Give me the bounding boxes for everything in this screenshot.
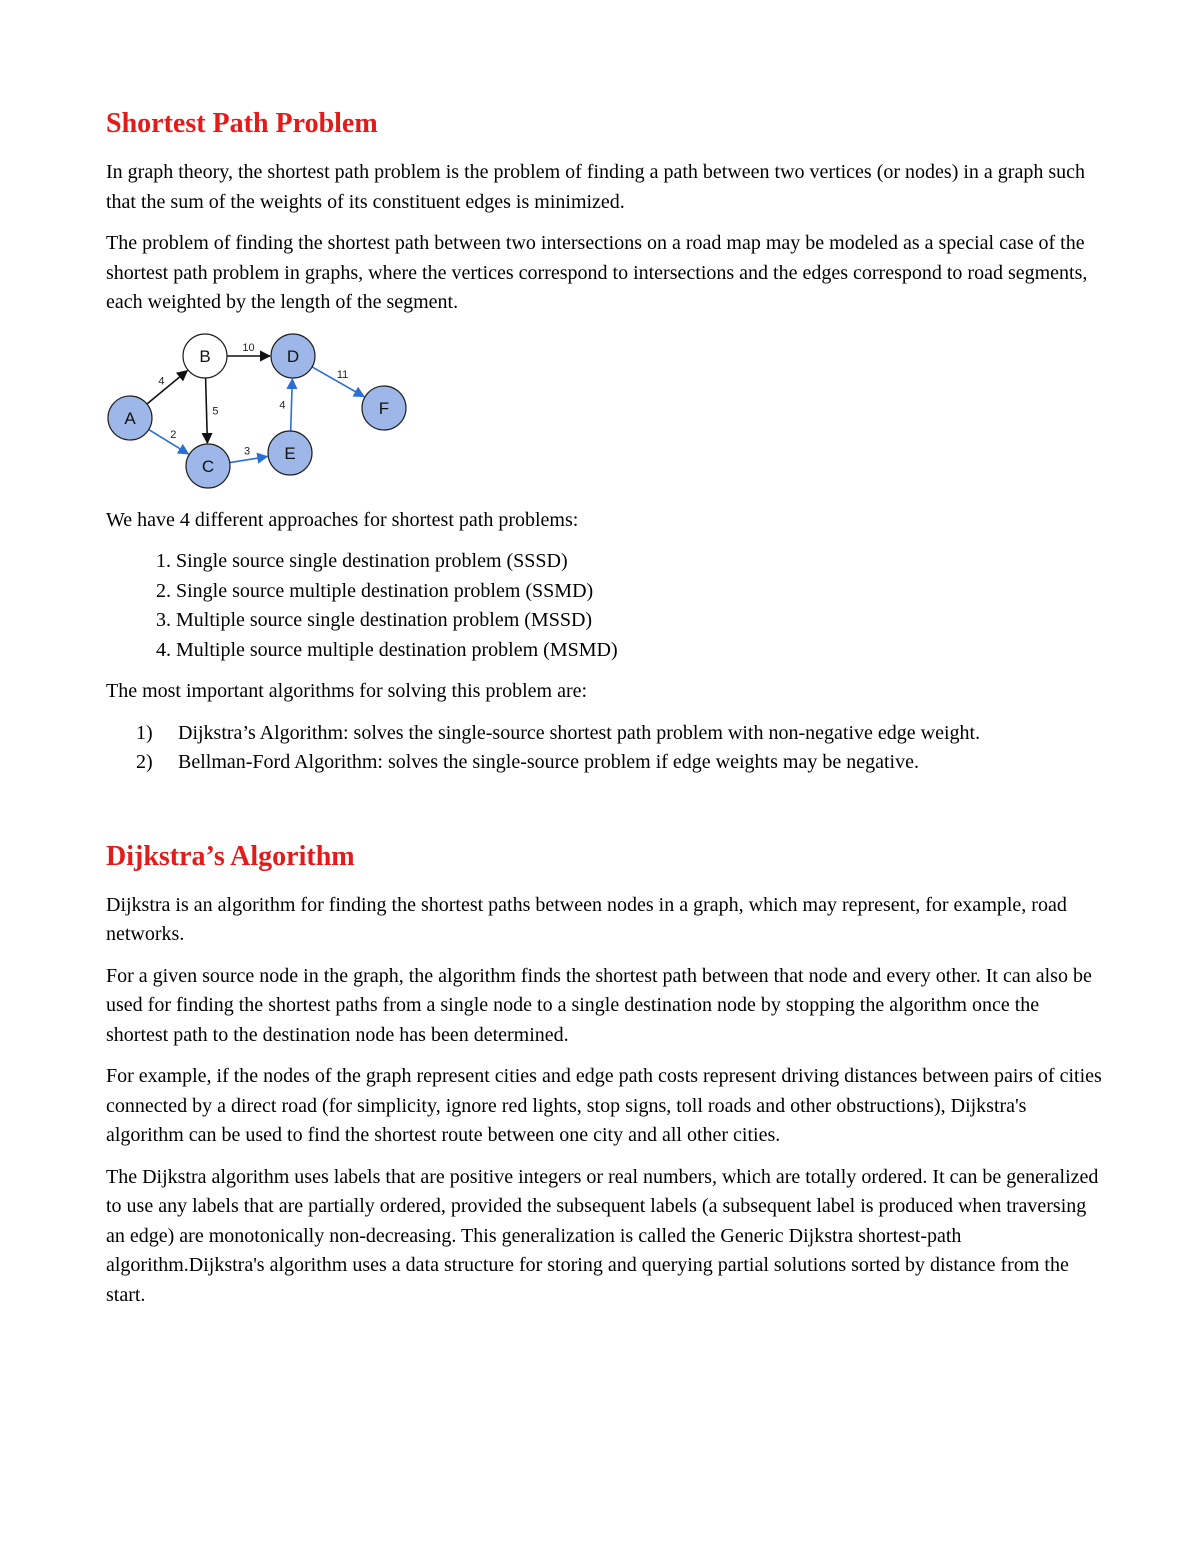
section-heading-shortest-path: Shortest Path Problem	[106, 108, 378, 139]
paragraph-dijkstra-source: For a given source node in the graph, the algorithm finds the shortest path between that node and every other. It can also be used for finding the shortest paths from a single node to a single destination node by stopping the algorithm once the shortest path to the destination node has been determined.	[106, 964, 1092, 1046]
graph-node-label: B	[199, 346, 211, 366]
paragraph-dijkstra-labels: The Dijkstra algorithm uses labels that are positive integers or real numbers, which are totally ordered. It can be generalized to use any labels that are partially ordered, provided the subsequent labels (a subsequent label is produced when traversing an edge) are monotonically non-decreasing. This generalization is called the Generic Dijkstra shortest-path algorithm.Dijkstra's algorithm uses a data structure for storing and querying partial solutions sorted by distance from the start.	[106, 1165, 1099, 1306]
section-heading-dijkstra: Dijkstra’s Algorithm	[106, 840, 355, 872]
approaches-intro: We have 4 different approaches for shortest path problems:	[106, 508, 579, 531]
list-item	[106, 719, 1106, 748]
paragraph-definition: In graph theory, the shortest path problem is the problem of finding a path between two vertices (or nodes) in a graph such that the sum of the weights of its constituent edges is minimized.	[106, 161, 1085, 213]
list-item: 3. Multiple source single destination problem (MSSD)	[176, 606, 1106, 636]
approaches-list	[106, 547, 1106, 665]
edge-weight-label: 2	[170, 428, 177, 441]
graph-edges	[147, 356, 364, 463]
graph-edge-e-d	[291, 378, 293, 430]
edge-weight-label: 4	[158, 374, 165, 387]
graph-edge-a-c	[149, 429, 189, 453]
algorithms-list	[106, 719, 1106, 777]
list-item: 2. Single source multiple destination problem (SSMD)	[176, 577, 1106, 607]
section-spacer	[106, 789, 1106, 839]
edge-weight-label: 4	[279, 399, 286, 412]
list-item-text: Dijkstra’s Algorithm: solves the single-source shortest path problem with non-negative edge weight.	[178, 721, 981, 744]
list-item-text: Bellman-Ford Algorithm: solves the single-source problem if edge weights may be negative.	[178, 750, 919, 773]
algorithms-intro: The most important algorithms for solving this problem are:	[106, 680, 588, 702]
paragraph-dijkstra-example: For example, if the nodes of the graph represent cities and edge path costs represent driving distances between pairs of cities connected by a direct road (for simplicity, ignore red lights, stop signs, toll roads and other obstructions), Dijkstra's algorithm can be used to find the shortest route between one city and all other cities.	[106, 1065, 1102, 1146]
edge-weight-label: 11	[336, 368, 349, 381]
graph-edge-a-b	[147, 370, 187, 403]
list-item: 4. Multiple source multiple destination problem (MSMD)	[176, 636, 1106, 666]
document-page	[106, 106, 1106, 1322]
list-item	[106, 748, 1106, 777]
paragraph-dijkstra-intro: Dijkstra is an algorithm for finding the shortest paths between nodes in a graph, which may represent, for example, road networks.	[106, 893, 1067, 945]
graph-node-label: D	[286, 346, 300, 366]
edge-weight-label: 3	[244, 445, 251, 458]
graph-node-label: A	[124, 408, 136, 428]
graph-node-label: F	[378, 398, 390, 418]
list-marker: 1)	[136, 721, 153, 744]
graph-node-label: E	[284, 443, 296, 463]
list-item: 1. Single source single destination problem (SSSD)	[176, 547, 1106, 577]
graph-edge-b-c	[206, 377, 208, 442]
edge-weight-label: 10	[242, 341, 255, 354]
weighted-graph-figure	[100, 330, 420, 490]
edge-weight-label: 5	[212, 404, 219, 417]
list-marker: 2)	[136, 750, 153, 773]
graph-nodes	[108, 334, 406, 488]
graph-node-label: C	[201, 456, 215, 476]
paragraph-road-map: The problem of finding the shortest path between two intersections on a road map may be modeled as a special case of the shortest path problem in graphs, where the vertices correspond to intersections and the edges correspond to road segments, each weighted by the length of the segment.	[106, 232, 1088, 313]
